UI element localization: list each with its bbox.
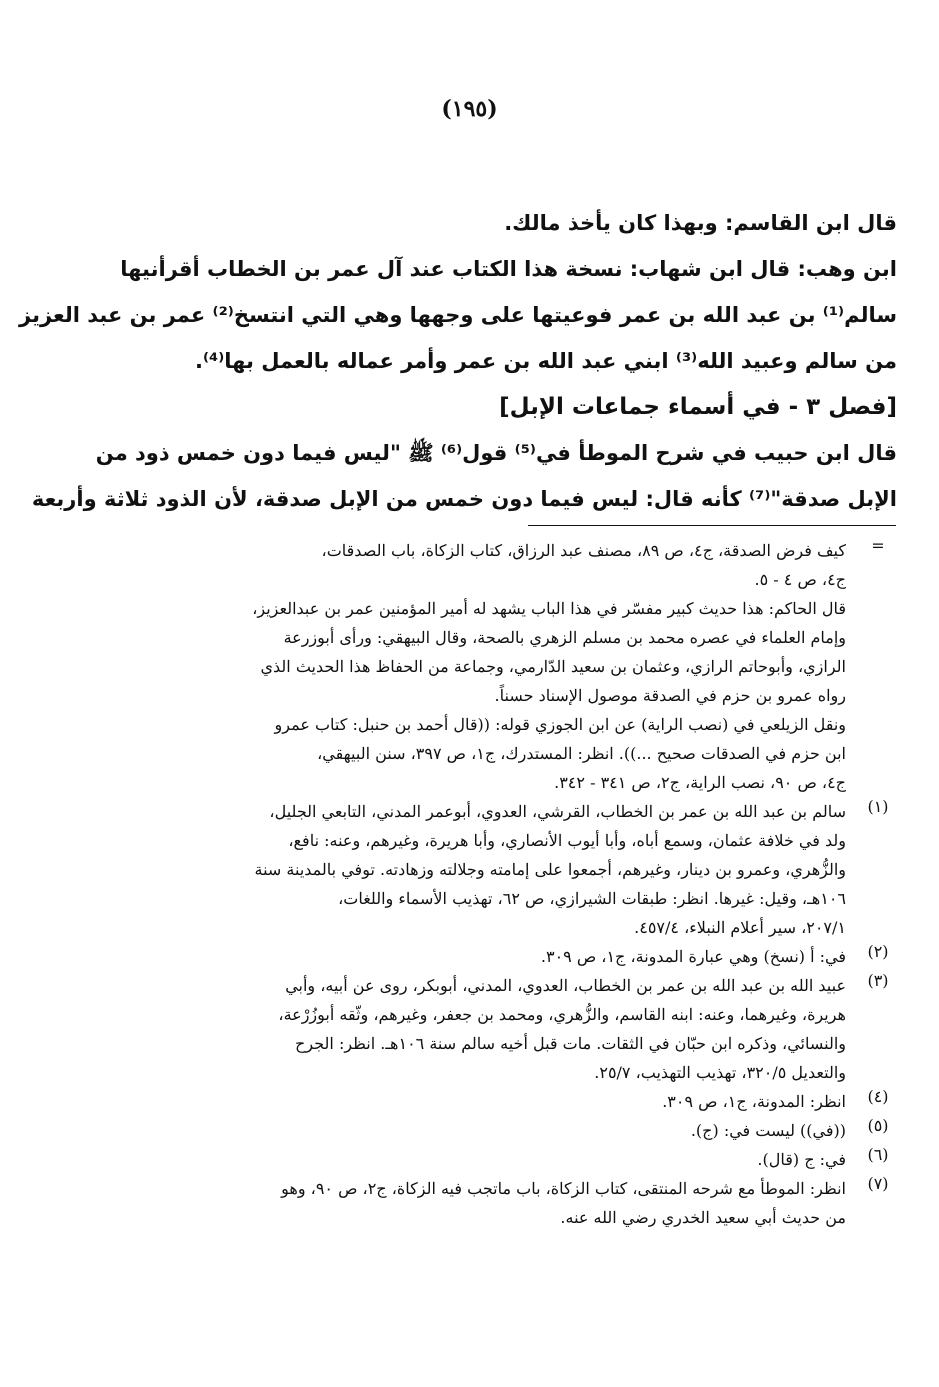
footnote-7 — [124, 1174, 896, 1232]
main-line: من سالم وعبيد الله⁽³⁾ ابني عبد الله بن عمر وأمر عماله بالعمل بها⁽⁴⁾. — [194, 349, 897, 373]
footnote-4 — [124, 1087, 896, 1116]
footnote-line: وإمام العلماء في عصره محمد بن مسلم الزهري بالصحة، وقال البيهقي: ورأى أبوزرعة — [283, 628, 846, 647]
main-line: ابن وهب: قال ابن شهاب: نسخة هذا الكتاب عند آل عمر بن الخطاب أقرأنيها — [120, 257, 897, 281]
footnote-line: كيف فرض الصدقة، ج٤، ص ٨٩، مصنف عبد الرزاق، كتاب الزكاة، باب الصدقات، — [321, 541, 846, 560]
footnote-line: ج٤، ص ٩٠، نصب الراية، ج٢، ص ٣٤١ - ٣٤٢. — [554, 773, 846, 792]
footnote-marker: (٤) — [867, 1087, 889, 1106]
footnote-6 — [124, 1145, 896, 1174]
page-number: (١٩٥) — [441, 96, 498, 122]
footnote-marker: (٥) — [867, 1116, 889, 1135]
footnote-line: رواه عمرو بن حزم في الصدقة موصول الإسناد حسناً. — [494, 686, 846, 705]
footnote-line: والزُّهري، وعمرو بن دينار، وغيرهم، أجمعوا على إمامته وجلالته وزهادته. توفي بالمدينة سنة — [254, 860, 846, 879]
main-line: الإبل صدقة"⁽⁷⁾ كأنه قال: ليس فيما دون خمس من الإبل صدقة، لأن الذود ثلاثة وأربعة — [31, 487, 897, 511]
footnote-line: في: ج (قال). — [757, 1150, 846, 1169]
footnote-line: انظر: المدونة، ج١، ص ٣٠٩. — [662, 1092, 846, 1111]
main-line: قال ابن حبيب في شرح الموطأ في⁽⁵⁾ قول⁽⁶⁾ ﷺ "ليس فيما دون خمس ذود من — [95, 441, 897, 465]
footnote-divider — [528, 525, 896, 526]
footnotes — [124, 536, 896, 1232]
footnote-marker: (٢) — [867, 942, 889, 961]
footnote-line: ((في)) ليست في: (ج). — [690, 1121, 846, 1140]
footnote-line: ولد في خلافة عثمان، وسمع أباه، وأبا أيوب الأنصاري، وأبا هريرة، وغيرهم، وعنه: نافع، — [288, 831, 846, 850]
footnote-marker: = — [871, 536, 885, 555]
footnote-line: في: أ (نسخ) وهي عبارة المدونة، ج١، ص ٣٠٩. — [540, 947, 846, 966]
footnote-line: الرازي، وأبوحاتم الرازي، وعثمان بن سعيد الدّارمي، وجماعة من الحفاظ هذا الحديث الذي — [260, 657, 846, 676]
main-line: قال ابن القاسم: وبهذا كان يأخذ مالك. — [504, 211, 897, 235]
footnote-marker: (٧) — [867, 1174, 889, 1193]
footnote-marker: (١) — [867, 797, 889, 816]
main-line: سالم⁽¹⁾ بن عبد الله بن عمر فوعيتها على وجهها وهي التي انتسخ⁽²⁾ عمر بن عبد العزيز — [19, 303, 897, 327]
footnote-line: ١٠٦هـ، وقيل: غيرها. انظر: طبقات الشيرازي، ص ٦٢، تهذيب الأسماء واللغات، — [338, 889, 846, 908]
main-text — [19, 200, 897, 522]
footnote-line: سالم بن عبد الله بن عمر بن الخطاب، القرشي، العدوي، أبوعمر المدني، التابعي الجليل، — [269, 802, 846, 821]
footnote-line: ٢٠٧/١، سير أعلام النبلاء، ٤٥٧/٤. — [634, 918, 846, 937]
footnote-line: والتعديل ٣٢٠/٥، تهذيب التهذيب، ٢٥/٧. — [594, 1063, 846, 1082]
footnote-2 — [124, 942, 896, 971]
footnote-line: من حديث أبي سعيد الخدري رضي الله عنه. — [560, 1208, 846, 1227]
footnote-line: هريرة، وغيرهما، وعنه: ابنه القاسم، والزُّهري، ومحمد بن جعفر، وغيرهم، وثّقه أبوزُرْعة، — [278, 1005, 846, 1024]
footnote-line: ونقل الزيلعي في (نصب الراية) عن ابن الجوزي قوله: ((قال أحمد بن حنبل: كتاب عمرو — [274, 715, 846, 734]
footnote-line: عبيد الله بن عبد الله بن عمر بن الخطاب، العدوي، المدني، أبوبكر، روى عن أبيه، وأبي — [285, 976, 846, 995]
footnote-1 — [124, 797, 896, 942]
footnote-line: قال الحاكم: هذا حديث كبير مفسّر في هذا الباب يشهد له أمير المؤمنين عمر بن عبدالعزيز، — [252, 599, 846, 618]
footnote-5 — [124, 1116, 896, 1145]
footnote-line: والنسائي، وذكره ابن حبّان في الثقات. مات قبل أخيه سالم سنة ١٠٦هـ. انظر: الجرح — [295, 1034, 846, 1053]
footnote-marker: (٦) — [867, 1145, 889, 1164]
footnote-line: انظر: الموطأ مع شرحه المنتقى، كتاب الزكاة، باب ماتجب فيه الزكاة، ج٢، ص ٩٠، وهو — [281, 1179, 846, 1198]
footnote-line: ابن حزم في الصدقات صحيح ...)). انظر: المستدرك، ج١، ص ٣٩٧، سنن البيهقي، — [317, 744, 846, 763]
footnote-3 — [124, 971, 896, 1087]
footnote-marker: (٣) — [867, 971, 889, 990]
section-heading: [فصل ٣ - في أسماء جماعات الإبل] — [499, 394, 897, 420]
footnote-continued — [124, 536, 896, 797]
footnote-line: ج٤، ص ٤ - ٥. — [754, 570, 846, 589]
